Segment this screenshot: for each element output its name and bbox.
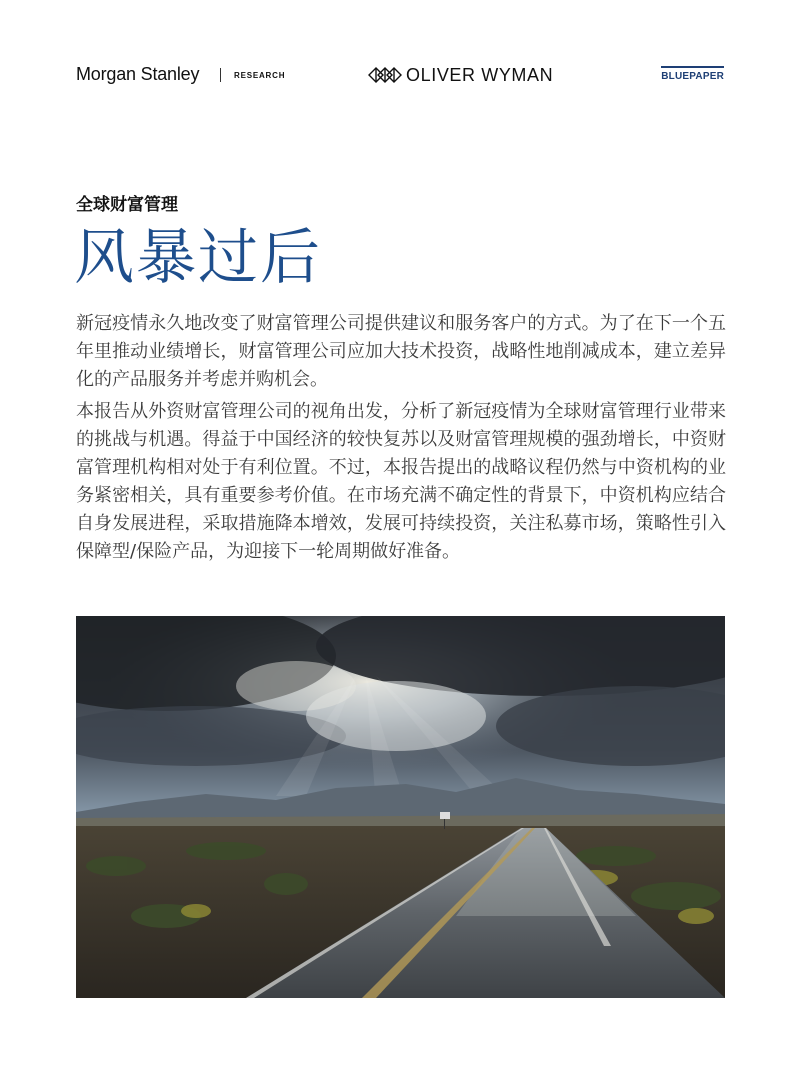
cover-photo-storm-road: [76, 616, 725, 998]
body-paragraph: 本报告从外资财富管理公司的视角出发，分析了新冠疫情为全球财富管理行业带来的挑战与机遇。得益于中国经济的较快复苏以及财富管理规模的强劲增长，中资财富管理机构相对处于有利位置。不过，本报告提出的战略议程仍然与中资机构的业务紧密相关，具有重要参考价值。在市场充满不确定性的背景下，中资机构应结合自身发展进程，采取措施降本增效，发展可持续投资，关注私募市场，策略性引入保障型/保险产品，为迎接下一轮周期做好准备。: [76, 401, 726, 562]
morgan-stanley-logo: Morgan Stanley: [76, 64, 200, 84]
intro-paragraph: 新冠疫情永久地改变了财富管理公司提供建议和服务客户的方式。为了在下一个五年里推动业绩增长，财富管理公司应加大技术投资，战略性地削减成本，建立差异化的产品服务并考虑并购机会。: [76, 313, 726, 390]
section-label: 全球财富管理: [76, 195, 178, 215]
bluepaper-label: BLUEPAPER: [661, 66, 724, 82]
header: [76, 62, 724, 90]
storm-road-image: [76, 616, 725, 998]
logo-separator: [220, 68, 221, 82]
oliver-wyman-wordmark: OLIVER WYMAN: [406, 65, 554, 85]
oliver-wyman-icon: [368, 67, 402, 83]
research-label: RESEARCH: [234, 71, 286, 80]
page-title: 风暴过后: [74, 223, 322, 293]
